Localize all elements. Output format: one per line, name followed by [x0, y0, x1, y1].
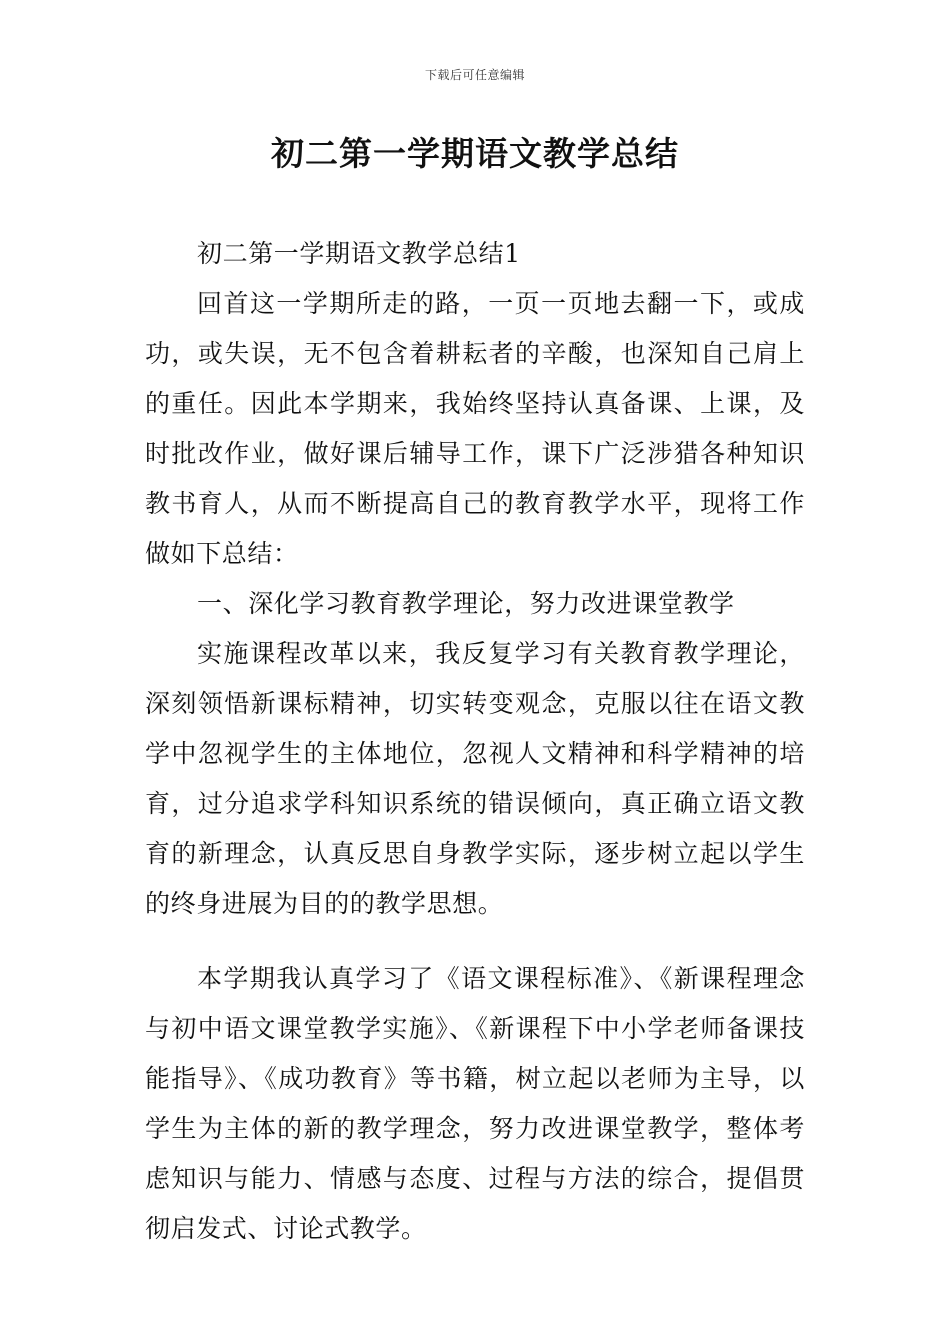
paragraph-spacer	[145, 929, 805, 954]
document-title: 初二第一学期语文教学总结	[271, 134, 679, 173]
header-note: 下载后可任意编辑	[424, 68, 525, 82]
body-paragraph: 本学期我认真学习了《语文课程标准》、《新课程理念与初中语文课堂教学实施》、《新课程下中小学老师备课技能指导》、《成功教育》等书籍，树立起以老师为主导，以学生为主体的新的教学理念，努力改进课堂教学，整体考虑知识与能力、情感与态度、过程与方法的综合，提倡贯彻启发式、讨论式教学。	[145, 964, 805, 1243]
section-subheading: 一、深化学习教育教学理论，努力改进课堂教学	[197, 589, 735, 618]
section-heading: 初二第一学期语文教学总结1	[197, 239, 521, 268]
body-paragraph: 回首这一学期所走的路，一页一页地去翻一下，或成功，或失误，无不包含着耕耘者的辛酸，也深知自己肩上的重任。因此本学期来，我始终坚持认真备课、上课，及时批改作业，做好课后辅导工作，课下广泛涉猎各种知识教书育人，从而不断提高自己的教育教学水平，现将工作做如下总结：	[145, 289, 805, 568]
document-body	[145, 229, 805, 1254]
body-paragraph: 实施课程改革以来，我反复学习有关教育教学理论，深刻领悟新课标精神，切实转变观念，克服以往在语文教学中忽视学生的主体地位，忽视人文精神和科学精神的培育，过分追求学科知识系统的错误倾向，真正确立语文教育的新理念，认真反思自身教学实际，逐步树立起以学生的终身进展为目的的教学思想。	[145, 639, 805, 918]
